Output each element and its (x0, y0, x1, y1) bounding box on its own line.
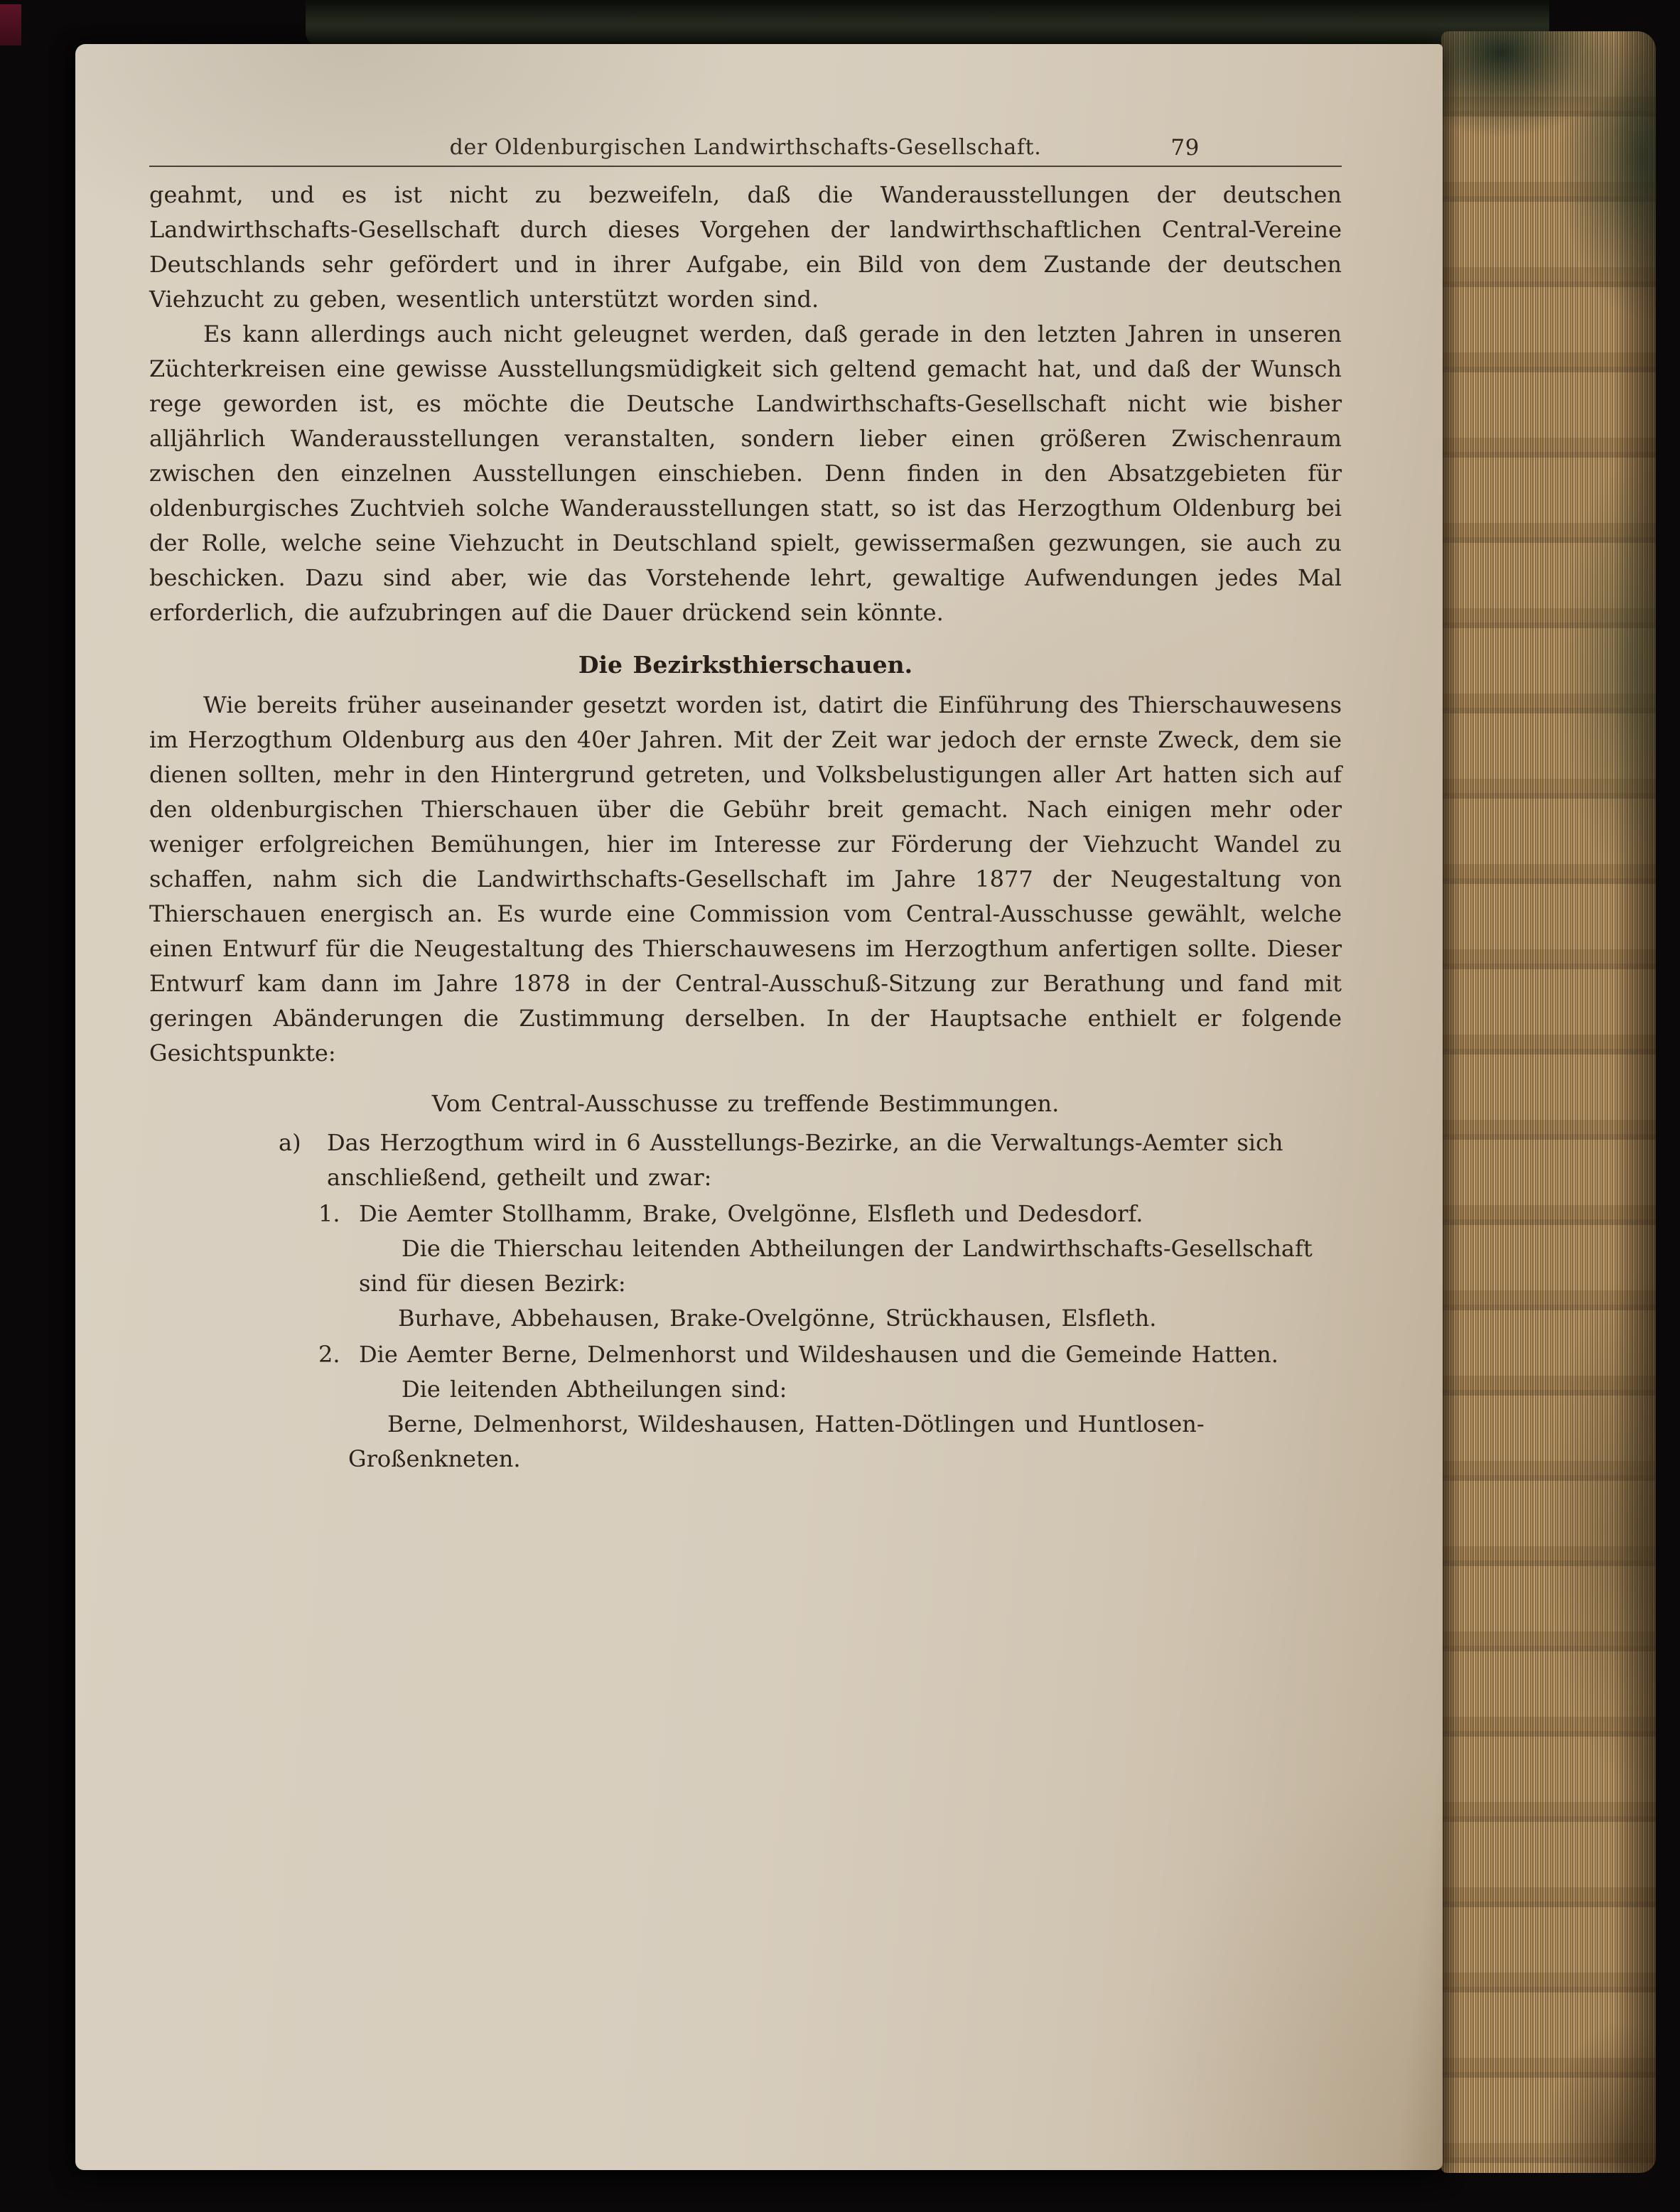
header-rule (149, 166, 1342, 167)
running-title: der Oldenburgischen Landwirthschafts-Gesellschaft. (449, 135, 1042, 160)
list-item-text: Die Aemter Stollhamm, Brake, Ovelgönne, Elsfleth und Dedesdorf. (359, 1200, 1143, 1227)
book-page (75, 44, 1443, 2170)
list-item-subtext: Die leitenden Abtheilungen sind: (402, 1376, 787, 1403)
list-item-1 (149, 1197, 1342, 1336)
running-header (149, 135, 1342, 168)
list-marker: 2. (318, 1341, 340, 1368)
page-body (149, 178, 1342, 1477)
page-content-area (149, 44, 1342, 2170)
subsection-heading: Vom Central-Ausschusse zu treffende Bestimmungen. (431, 1090, 1060, 1117)
paragraph: Es kann allerdings auch nicht geleugnet werden, daß gerade in den letzten Jahren in unseren Züchterkreisen eine gewisse Ausstellungsmüdigkeit sich geltend gemacht hat, und daß der Wunsch rege geworden ist, es möchte die Deutsche Landwirthschafts-Gesellschaft nicht wie bisher alljährlich Wanderausstellungen veranstalten, sondern lieber einen größeren Zwischenraum zwischen den einzelnen Ausstellungen einschieben. Denn finden in den Absatzgebieten für oldenburgisches Zuchtvieh solche Wanderausstellungen statt, so ist das Herzogthum Oldenburg bei der Rolle, welche seine Viehzucht in Deutschland spielt, gewissermaßen gezwungen, sie auch zu beschicken. Dazu sind aber, wie das Vorstehende lehrt, gewaltige Aufwendungen jedes Mal erforderlich, die aufzubringen auf die Dauer drückend sein könnte. (149, 320, 1342, 626)
list-marker: 1. (318, 1200, 340, 1227)
list-item-subtext: Berne, Delmenhorst, Wildeshausen, Hatten-Dötlingen und Huntlosen-Großenkneten. (348, 1410, 1205, 1472)
paragraph: Wie bereits früher auseinander gesetzt worden ist, datirt die Einführung des Thierschauwesens im Herzogthum Oldenburg aus den 40er Jahren. Mit der Zeit war jedoch der ernste Zweck, dem sie dienen sollten, mehr in den Hintergrund getreten, und Volksbelustigungen aller Art hatten sich auf den oldenburgischen Thierschauen über die Gebühr breit gemacht. Nach einigen mehr oder weniger erfolgreichen Bemühungen, hier im Interesse zur Förderung der Viehzucht Wandel zu schaffen, nahm sich die Landwirthschafts-Gesellschaft im Jahre 1877 der Neugestaltung von Thierschauen energisch an. Es wurde eine Commission vom Central-Ausschusse gewählt, welche einen Entwurf für die Neugestaltung des Thierschauwesens im Herzogthum anfertigen sollte. Dieser Entwurf kam dann im Jahre 1878 in der Central-Ausschuß-Sitzung zur Berathung und fand mit geringen Abänderungen die Zustimmung derselben. In der Hauptsache enthielt er folgende Gesichtspunkte: (149, 691, 1342, 1067)
page-number: 79 (1170, 135, 1200, 161)
book-fore-edge-pages (1441, 31, 1656, 2173)
list-item-2 (149, 1337, 1342, 1477)
list-item-subtext: Die die Thierschau leitenden Abtheilungen der Landwirthschafts-Gesellschaft sind für diesen Bezirk: (359, 1235, 1313, 1297)
spine-fragment (0, 4, 21, 45)
book-top-edge (306, 0, 1549, 45)
list-item-a (149, 1126, 1342, 1195)
list-item-subtext: Burhave, Abbehausen, Brake-Ovelgönne, Strückhausen, Elsfleth. (398, 1305, 1157, 1332)
list-marker: a) (279, 1129, 301, 1156)
list-item-text: Das Herzogthum wird in 6 Ausstellungs-Bezirke, an die Verwaltungs-Aemter sich anschließend, getheilt und zwar: (327, 1129, 1283, 1191)
paragraph-continuation: geahmt, und es ist nicht zu bezweifeln, daß die Wanderausstellungen der deutschen Landwirthschafts-Gesellschaft durch dieses Vorgehen der landwirthschaftlichen Central-Vereine Deutschlands sehr gefördert und in ihrer Aufgabe, ein Bild von dem Zustande der deutschen Viehzucht zu geben, wesentlich unterstützt worden sind. (149, 181, 1342, 313)
section-heading: Die Bezirksthierschauen. (578, 651, 913, 679)
list-item-text: Die Aemter Berne, Delmenhorst und Wildeshausen und die Gemeinde Hatten. (359, 1341, 1278, 1368)
